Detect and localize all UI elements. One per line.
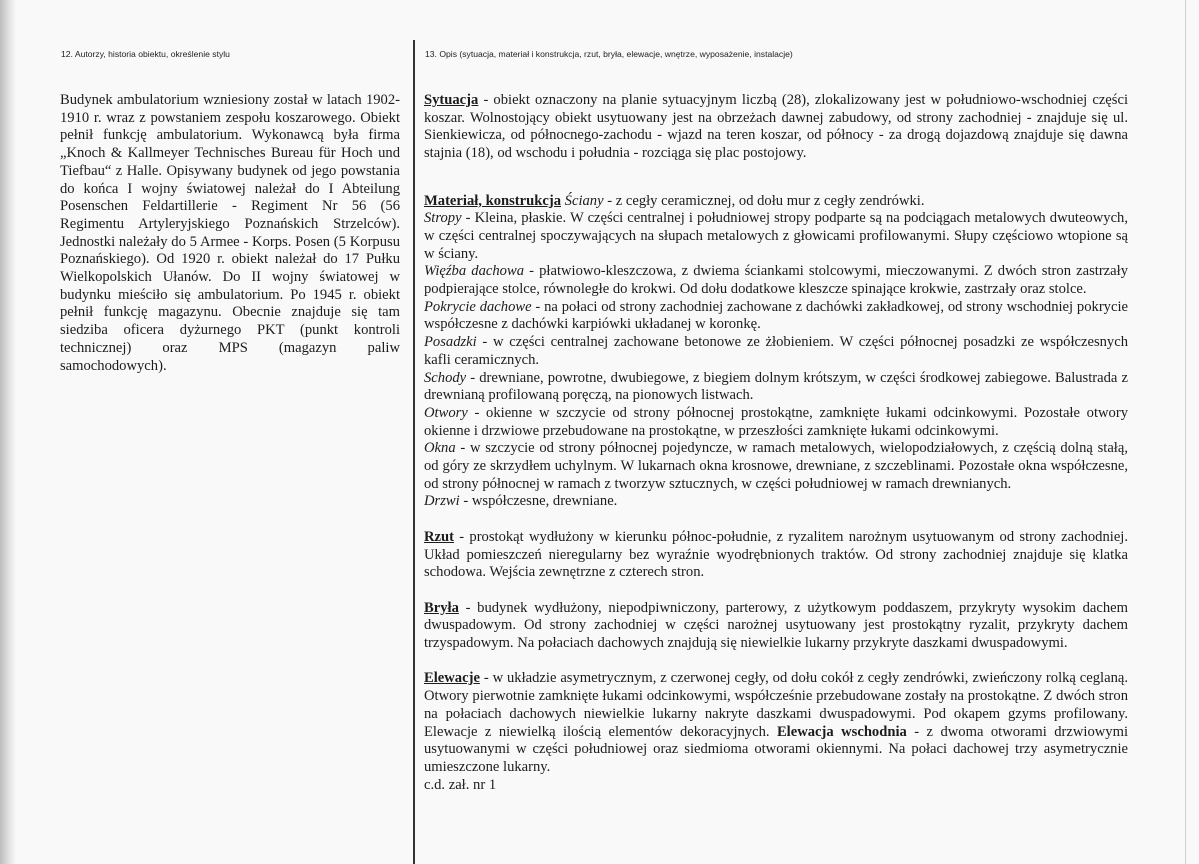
history-text: Budynek ambulatorium wzniesiony został w latach 1902-1910 r. wraz z powstaniem zespołu koszarowego. Obiekt pełnił funkcję ambulatorium. Wykonawcą była firma „Knoch & Kallmeyer Technisches Bureau für Hoch und Tiefbau“ z Halle. Opisywany budynek od jego powstania do końca I wojny światowej należał do I Abteilung Posenschen Feldartillerie - Regiment Nr 56 (56 Regimentu Artyleryjskiego Poznańskich Strzelców). Jednostki należały do 5 Armee - Korps. Posen (5 Korpusu Poznańskiego). Od 1920 r. obiekt należał do 17 Pułku Wielkopolskich Ułanów. Do II wojny światowej w budynku mieściło się ambulatorium. Po 1945 r. obiekt pełnił funkcję magazynu. Obecnie znajduje się tam siedziba oficera dyżurnego PKT (punkt kontroli technicznej) oraz MPS (magazyn paliw samochodowych). (60, 92, 400, 374)
material-item: Schody - drewniane, powrotne, dwubiegowe, z biegiem dolnym krótszym, w części środkowej zabiegowe. Balustrada z drewnianą profilowaną poręczą, na pionowych listwach. (424, 369, 1128, 404)
history-column (60, 92, 400, 375)
column-divider (413, 40, 415, 864)
material-item: Okna - w szczycie od strony północnej pojedyncze, w ramach metalowych, wielopodziałowych, z częścią dolną stałą, od góry ze skrzydłem uchylnym. W lukarnach okna krosnowe, drewniane, z szczeblinami. Pozostałe okna współczesne, od strony północnej w ramach z tworzyw sztucznych, w części południowej w ramach drewnianych. (424, 440, 1128, 492)
massing-label: Bryła (424, 599, 459, 616)
section-12-header: 12. Autorzy, historia obiektu, określenie stylu (61, 49, 230, 59)
material-item: Pokrycie dachowe - na połaci od strony zachodniej zachowane z dachówki zakładkowej, od strony wschodniej pokrycie współczesne z dachówki karpiówki układanej w koronkę. (424, 298, 1128, 333)
east-elevation-label: Elewacja wschodnia (776, 723, 907, 740)
plan-label: Rzut (424, 528, 454, 545)
plan-paragraph: Rzut - prostokąt wydłużony w kierunku północ-południe, z ryzalitem narożnym usytuowanym od strony zachodniej. Układ pomieszczeń nieregularny bez wyraźnie wyodrębnionych traktów. Od strony zachodniej znajduje się klatka schodowa. Wejścia zewnętrzne z czterech stron. (424, 528, 1128, 581)
description-column (424, 92, 1128, 794)
page-border (1185, 0, 1186, 864)
massing-paragraph: Bryła - budynek wydłużony, niepodpiwniczony, parterowy, z użytkowym poddaszem, przykryty wysokim dachem dwuspadowym. Od strony zachodniej w części narożnej usytuowany jest prostokątny ryzalit, przykryty dachem trzyspadowym. Na połaciach dachowych znajdują się niewielkie lukarny przykryte daszkami dwuspadowymi. (424, 599, 1128, 652)
continued-note: c.d. zał. nr 1 (424, 776, 497, 793)
section-13-header: 13. Opis (sytuacja, materiał i konstrukcja, rzut, bryła, elewacje, wnętrze, wyposażenie, instalacje) (425, 49, 793, 59)
material-item: Otwory - okienne w szczycie od strony północnej prostokątne, zamknięte łukami odcinkowymi. Pozostałe otwory okienne i drzwiowe przebudowane na prostokątne, w przeszłości zamknięte łukami odcinkowymi. (424, 404, 1128, 439)
material-item: Materiał, konstrukcja Ściany - z cegły ceramicznej, od dołu mur z cegły zendrówki. (424, 192, 925, 209)
material-item: Stropy - Kleina, płaskie. W części centralnej i południowej stropy podparte są na podciągach metalowych dwuteowych, w części centralnej spoczywających na słupach metalowych z głowicami profilowanymi. Słupy częściowo wtopione są w ściany. (424, 210, 1128, 262)
material-label: Materiał, konstrukcja (424, 192, 562, 209)
material-item: Posadzki - w części centralnej zachowane betonowe ze żłobieniem. W części północnej posadzki ze współczesnych kafli ceramicznych. (424, 334, 1128, 368)
elevations-paragraph: Elewacje - w układzie asymetrycznym, z czerwonej cegły, od dołu cokół z cegły zendrówki, zwieńczony rolką ceglaną. Otwory pierwotnie zamknięte łukami odcinkowymi, współcześnie przebudowane zostały na prostokątne. Z dwóch stron na połaciach dachowych niewielkie lukarny nakryte daszkami dwuspadowymi. Pod okapem gzyms profilowany. Elewacje z niewielką ilością elementów dekoracyjnych. Elewacja wschodnia - z dwoma otworami drzwiowymi usytuowanymi w części południowej oraz siedmioma otworami okiennymi. Na połaci dachowej trzy asymetrycznie umieszczone lukarny. (424, 670, 1128, 775)
material-section (424, 193, 1128, 512)
material-item: Drzwi - współczesne, drewniane. (424, 493, 618, 510)
situation-label: Sytuacja (424, 92, 479, 108)
elevations-label: Elewacje (424, 670, 480, 687)
situation-paragraph: Sytuacja - obiekt oznaczony na planie sytuacyjnym liczbą (28), zlokalizowany jest w południowo-wschodniej części koszar. Wolnostojący obiekt usytuowany jest na obrzeżach dawnej zabudowy, od strony zachodniej - znajduje się ul. Sienkiewicza, od północnego-zachodu - wjazd na teren koszar, od północy - za drogą dojazdową znajduje się dawna stajnia (18), od wschodu i południa - rozciąga się plac postojowy. (424, 92, 1128, 162)
scan-edge (0, 0, 16, 864)
material-item: Więźba dachowa - płatwiowo-kleszczowa, z dwiema ściankami stolcowymi, mieczowanymi. Z dwóch stron zastrzały podpierające stolce, równoległe do krokwi. Od dołu dodatkowe kleszcze spinające krokwie, zastrzały oraz stolce. (424, 263, 1128, 298)
